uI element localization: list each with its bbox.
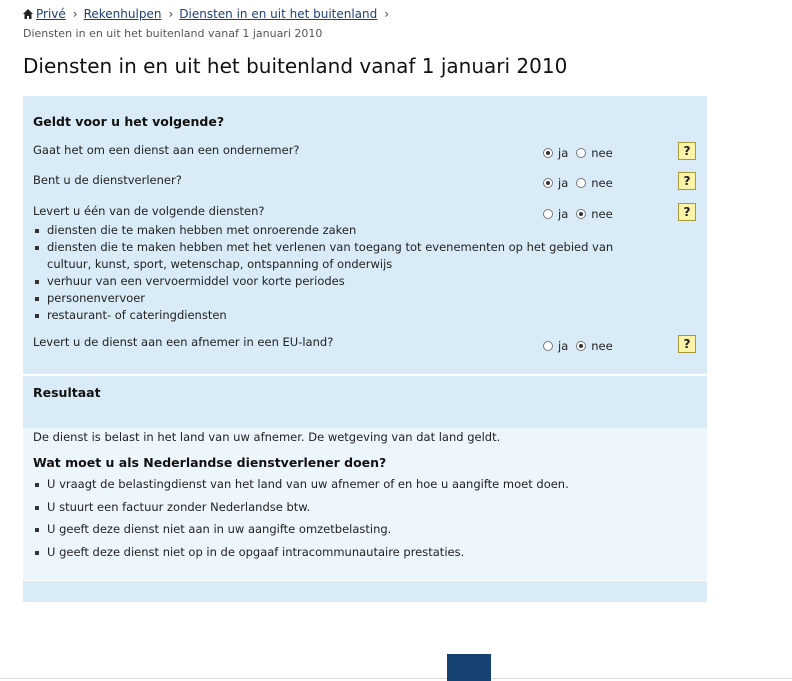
breadcrumb-home-link[interactable]: Privé xyxy=(36,7,66,21)
chevron-right-icon: › xyxy=(384,7,390,21)
question-3-label: Levert u één van de volgende diensten? xyxy=(33,204,265,218)
chevron-right-icon: › xyxy=(168,7,174,21)
question-3-yes-radio[interactable] xyxy=(543,209,553,219)
list-item: diensten die te maken hebben met onroerende zaken xyxy=(33,222,633,239)
no-label: nee xyxy=(591,176,613,190)
home-icon[interactable] xyxy=(23,9,33,19)
result-heading: Resultaat xyxy=(33,385,101,400)
question-4-yes-radio[interactable] xyxy=(543,341,553,351)
no-label: nee xyxy=(591,339,613,353)
result-header-panel xyxy=(23,376,707,428)
no-label: nee xyxy=(591,146,613,160)
question-4-no-radio[interactable] xyxy=(576,341,586,351)
result-text: De dienst is belast in het land van uw afnemer. De wetgeving van dat land geldt. xyxy=(33,430,501,444)
list-item: U vraagt de belastingdienst van het land van uw afnemer of en hoe u aangifte moet doen. xyxy=(33,477,569,500)
footer-divider xyxy=(0,678,792,679)
breadcrumb xyxy=(23,7,395,21)
question-2-label: Bent u de dienstverlener? xyxy=(33,173,182,187)
form-heading: Geldt voor u het volgende? xyxy=(33,114,225,129)
yes-label: ja xyxy=(558,339,569,353)
question-3-options xyxy=(543,207,621,221)
question-1-yes-radio[interactable] xyxy=(543,148,553,158)
breadcrumb-rekenhulpen-link[interactable]: Rekenhulpen xyxy=(83,7,162,21)
question-2-options xyxy=(543,176,621,190)
panel-footer xyxy=(23,581,707,602)
page-title: Diensten in en uit het buitenland vanaf 1 januari 2010 xyxy=(23,54,568,78)
list-item: diensten die te maken hebben met het verlenen van toegang tot evenementen op het gebied van cultuur, kunst, sport, wetenschap, ontspanning of onderwijs xyxy=(33,239,633,273)
question-1-label: Gaat het om een dienst aan een ondernemer? xyxy=(33,143,300,157)
question-2-yes-radio[interactable] xyxy=(543,178,553,188)
breadcrumb-diensten-link[interactable]: Diensten in en uit het buitenland xyxy=(179,7,378,21)
help-button[interactable]: ? xyxy=(678,172,696,190)
list-item: U geeft deze dienst niet op in de opgaaf intracommunautaire prestaties. xyxy=(33,545,569,568)
result-subheading: Wat moet u als Nederlandse dienstverlener doen? xyxy=(33,455,387,470)
actions-list xyxy=(33,477,569,567)
no-label: nee xyxy=(591,207,613,221)
result-body-panel xyxy=(23,428,707,580)
yes-label: ja xyxy=(558,146,569,160)
question-4-label: Levert u de dienst aan een afnemer in een EU-land? xyxy=(33,335,334,349)
help-button[interactable]: ? xyxy=(678,335,696,353)
question-4-options xyxy=(543,339,621,353)
services-list xyxy=(33,222,633,324)
yes-label: ja xyxy=(558,207,569,221)
question-1-options xyxy=(543,146,621,160)
list-item: restaurant- of cateringdiensten xyxy=(33,307,633,324)
list-item: personenvervoer xyxy=(33,290,633,307)
chevron-right-icon: › xyxy=(72,7,78,21)
footer-block xyxy=(447,654,491,681)
question-panel xyxy=(23,96,707,374)
question-1-no-radio[interactable] xyxy=(576,148,586,158)
help-button[interactable]: ? xyxy=(678,142,696,160)
question-3-no-radio[interactable] xyxy=(576,209,586,219)
list-item: U stuurt een factuur zonder Nederlandse btw. xyxy=(33,500,569,523)
question-2-no-radio[interactable] xyxy=(576,178,586,188)
breadcrumb-current: Diensten in en uit het buitenland vanaf 1 januari 2010 xyxy=(23,27,323,40)
yes-label: ja xyxy=(558,176,569,190)
list-item: verhuur van een vervoermiddel voor korte periodes xyxy=(33,273,633,290)
help-button[interactable]: ? xyxy=(678,203,696,221)
list-item: U geeft deze dienst niet aan in uw aangifte omzetbelasting. xyxy=(33,522,569,545)
